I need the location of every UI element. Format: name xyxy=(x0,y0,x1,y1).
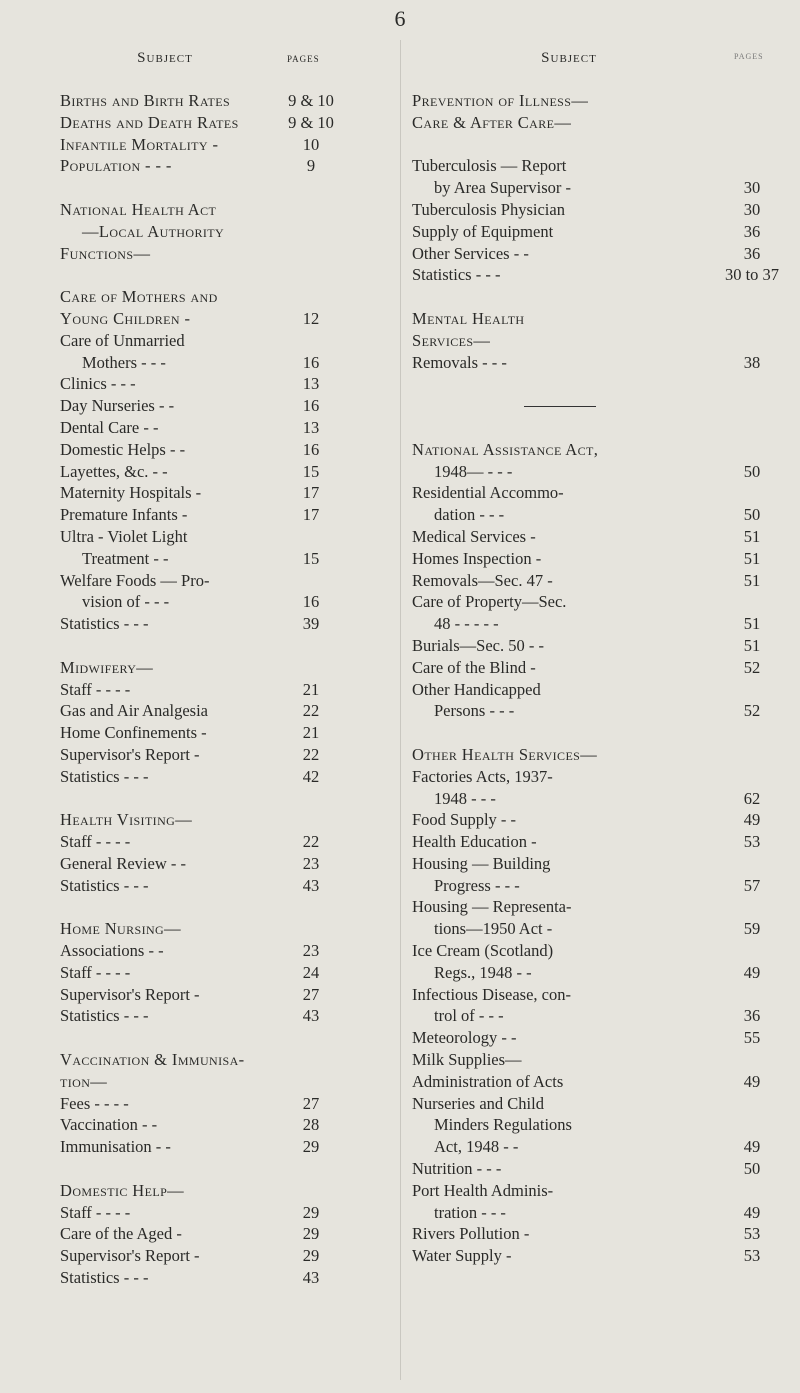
index-entry xyxy=(412,831,790,853)
entry-page: 62 xyxy=(743,788,761,808)
entry-subject: Homes Inspection - xyxy=(412,548,542,568)
index-entry xyxy=(412,286,790,308)
entry-page: 29 xyxy=(302,1202,320,1222)
entry-page: 9 & 10 xyxy=(288,112,334,132)
index-entry xyxy=(412,243,790,265)
index-entry xyxy=(60,264,390,286)
entry-page: 22 xyxy=(302,701,320,721)
pages-heading: pages xyxy=(287,50,320,65)
entry-page: 15 xyxy=(302,548,320,568)
index-entry xyxy=(60,700,390,722)
section-heading: Young Children - xyxy=(60,308,191,328)
index-entry xyxy=(412,722,790,744)
section-heading: National Health Act xyxy=(60,199,217,219)
index-entry xyxy=(412,548,790,570)
index-entry xyxy=(412,788,790,810)
index-entry xyxy=(412,112,790,134)
entry-page: 36 xyxy=(743,243,761,263)
entry-subject: Welfare Foods — Pro- xyxy=(60,570,210,590)
index-entry xyxy=(412,570,790,592)
entry-subject: Supervisor's Report - xyxy=(60,984,200,1004)
entry-page: 21 xyxy=(302,723,320,743)
section-heading: —Local Authority xyxy=(82,221,225,241)
index-entry xyxy=(412,940,790,962)
entry-subject: 1948 - - - xyxy=(434,788,496,808)
entry-page: 17 xyxy=(302,505,320,525)
entry-subject: Statistics - - - xyxy=(60,766,149,786)
index-entry xyxy=(60,1158,390,1180)
index-entry xyxy=(412,679,790,701)
index-entry xyxy=(412,1245,790,1267)
entry-page: 23 xyxy=(302,853,320,873)
entry-subject: Supply of Equipment xyxy=(412,221,554,241)
index-entry xyxy=(412,1158,790,1180)
entry-subject: Domestic Helps - - xyxy=(60,439,186,459)
entry-subject: Staff - - - - xyxy=(60,1202,131,1222)
entry-subject: Medical Services - xyxy=(412,526,536,546)
index-entry xyxy=(412,526,790,548)
entry-subject: Water Supply - xyxy=(412,1246,512,1266)
index-entry xyxy=(412,1223,790,1245)
entry-page: 30 to 37 xyxy=(724,265,780,285)
index-entry xyxy=(412,1114,790,1136)
entry-subject: Food Supply - - xyxy=(412,810,517,830)
entry-subject: Staff - - - - xyxy=(60,679,131,699)
section-heading: Care of Mothers and xyxy=(60,287,218,307)
index-entry xyxy=(412,984,790,1006)
index-entry xyxy=(60,439,390,461)
entry-page: 51 xyxy=(743,614,761,634)
index-entry xyxy=(412,1093,790,1115)
entry-page: 27 xyxy=(302,984,320,1004)
section-heading: Vaccination & Immunisa- xyxy=(60,1050,245,1070)
entry-subject: Removals—Sec. 47 - xyxy=(412,570,553,590)
index-entry xyxy=(60,962,390,984)
index-entry xyxy=(60,417,390,439)
entry-page: 49 xyxy=(743,1202,761,1222)
index-entry xyxy=(60,831,390,853)
entry-page: 13 xyxy=(302,417,320,437)
entry-page: 49 xyxy=(743,1071,761,1091)
entry-page: 38 xyxy=(743,352,761,372)
entry-page: 12 xyxy=(302,308,320,328)
entry-page: 51 xyxy=(743,570,761,590)
entry-page: 53 xyxy=(743,832,761,852)
index-entry xyxy=(60,809,390,831)
entry-subject: Care of the Aged - xyxy=(60,1224,182,1244)
entry-page: 59 xyxy=(743,919,761,939)
index-entry xyxy=(60,1202,390,1224)
entry-subject: Ultra - Violet Light xyxy=(60,526,188,546)
right-index-column xyxy=(412,50,790,1267)
entry-subject: Staff - - - - xyxy=(60,962,131,982)
entry-subject: Premature Infants - xyxy=(60,505,188,525)
subject-heading: Subject xyxy=(137,50,193,66)
index-entry xyxy=(60,308,390,330)
entry-page: 27 xyxy=(302,1093,320,1113)
index-entry xyxy=(60,504,390,526)
entry-page: 43 xyxy=(302,875,320,895)
index-entry xyxy=(60,330,390,352)
index-entry xyxy=(412,395,790,417)
entry-subject: Layettes, &c. - - xyxy=(60,461,168,481)
entry-page: 17 xyxy=(302,483,320,503)
section-heading: Other Health Services— xyxy=(412,744,598,764)
section-heading: Health Visiting— xyxy=(60,810,193,830)
index-entry xyxy=(60,482,390,504)
entry-subject: Progress - - - xyxy=(434,875,520,895)
entry-page: 24 xyxy=(302,962,320,982)
entry-page: 43 xyxy=(302,1268,320,1288)
entry-page: 29 xyxy=(302,1224,320,1244)
index-entry xyxy=(412,918,790,940)
section-heading: Infantile Mortality - xyxy=(60,134,219,154)
index-entry xyxy=(60,199,390,221)
index-entry xyxy=(60,1136,390,1158)
index-entry xyxy=(60,221,390,243)
index-entry xyxy=(60,1267,390,1289)
entry-page: 50 xyxy=(743,505,761,525)
entry-subject: tration - - - xyxy=(434,1202,506,1222)
entry-page: 51 xyxy=(743,526,761,546)
entry-subject: Fees - - - - xyxy=(60,1093,129,1113)
entry-subject: Rivers Pollution - xyxy=(412,1224,530,1244)
index-entry xyxy=(412,155,790,177)
index-entry xyxy=(412,700,790,722)
entry-subject: Statistics - - - xyxy=(60,1268,149,1288)
entry-subject: Immunisation - - xyxy=(60,1137,171,1157)
entry-subject: Port Health Adminis- xyxy=(412,1180,554,1200)
entry-page: 36 xyxy=(743,221,761,241)
section-heading: Midwifery— xyxy=(60,657,154,677)
subject-heading: Subject xyxy=(541,50,597,66)
index-entry xyxy=(412,264,790,286)
right-column-header xyxy=(412,50,790,90)
entry-subject: Tuberculosis — Report xyxy=(412,156,567,176)
entry-subject: Care of the Blind - xyxy=(412,657,536,677)
entry-page: 9 xyxy=(306,156,316,176)
entry-page: 39 xyxy=(302,614,320,634)
section-heading: Domestic Help— xyxy=(60,1180,185,1200)
entry-subject: dation - - - xyxy=(434,505,505,525)
index-entry xyxy=(60,155,390,177)
entry-page: 21 xyxy=(302,679,320,699)
entry-subject: Day Nurseries - - xyxy=(60,396,175,416)
index-entry xyxy=(412,1049,790,1071)
entry-page: 43 xyxy=(302,1006,320,1026)
index-entry xyxy=(60,112,390,134)
entry-subject: General Review - - xyxy=(60,853,186,873)
index-entry xyxy=(412,1005,790,1027)
index-entry xyxy=(412,809,790,831)
index-entry xyxy=(412,90,790,112)
index-entry xyxy=(412,177,790,199)
entry-subject: Removals - - - xyxy=(412,352,507,372)
page-number: 6 xyxy=(394,6,406,31)
entry-subject: Other Services - - xyxy=(412,243,529,263)
entry-page: 13 xyxy=(302,374,320,394)
entry-page: 50 xyxy=(743,461,761,481)
index-entry xyxy=(412,635,790,657)
index-entry xyxy=(412,766,790,788)
index-entry xyxy=(60,1245,390,1267)
left-column-header xyxy=(60,50,390,90)
entry-subject: Meteorology - - xyxy=(412,1028,517,1048)
entry-subject: Statistics - - - xyxy=(60,614,149,634)
index-entry xyxy=(412,461,790,483)
entry-subject: 48 - - - - - xyxy=(434,614,499,634)
index-entry xyxy=(60,896,390,918)
left-index-column xyxy=(60,50,390,1289)
entry-page: 23 xyxy=(302,941,320,961)
index-entry xyxy=(60,940,390,962)
index-entry xyxy=(412,439,790,461)
entry-page: 16 xyxy=(302,439,320,459)
section-heading: Population - - - xyxy=(60,156,172,176)
section-heading: Functions— xyxy=(60,243,151,263)
index-entry xyxy=(412,417,790,439)
index-entry xyxy=(60,788,390,810)
entry-subject: Home Confinements - xyxy=(60,723,207,743)
section-heading: Care & After Care— xyxy=(412,112,572,132)
index-entry xyxy=(60,1005,390,1027)
entry-subject: Care of Unmarried xyxy=(60,330,185,350)
index-entry xyxy=(60,286,390,308)
entry-page: 49 xyxy=(743,810,761,830)
entry-page: 51 xyxy=(743,548,761,568)
entry-subject: Supervisor's Report - xyxy=(60,744,200,764)
entry-page: 9 & 10 xyxy=(288,91,334,110)
right-entries xyxy=(412,90,790,1267)
entry-page: 22 xyxy=(302,744,320,764)
index-entry xyxy=(60,548,390,570)
entry-page: 30 xyxy=(743,178,761,198)
section-rule xyxy=(524,406,596,407)
entry-subject: Health Education - xyxy=(412,832,537,852)
index-entry xyxy=(60,1093,390,1115)
entry-subject: Ice Cream (Scotland) xyxy=(412,941,554,961)
index-entry xyxy=(412,373,790,395)
section-heading: National Assistance Act, xyxy=(412,439,599,459)
index-entry xyxy=(412,962,790,984)
entry-page: 49 xyxy=(743,1137,761,1157)
index-entry xyxy=(412,896,790,918)
entry-subject: Factories Acts, 1937- xyxy=(412,766,553,786)
entry-subject: Residential Accommo- xyxy=(412,483,564,503)
entry-page: 42 xyxy=(302,766,320,786)
index-entry xyxy=(60,526,390,548)
index-entry xyxy=(60,591,390,613)
entry-page: 36 xyxy=(743,1006,761,1026)
section-heading: Prevention of Illness— xyxy=(412,91,589,110)
index-entry xyxy=(412,352,790,374)
index-entry xyxy=(412,221,790,243)
index-entry xyxy=(60,1049,390,1071)
index-entry xyxy=(60,1114,390,1136)
entry-subject: Mothers - - - xyxy=(82,352,166,372)
entry-subject: Burials—Sec. 50 - - xyxy=(412,635,544,655)
index-entry xyxy=(412,744,790,766)
entry-page: 57 xyxy=(743,875,761,895)
entry-page: 10 xyxy=(302,134,320,154)
entry-subject: Dental Care - - xyxy=(60,417,159,437)
index-entry xyxy=(60,875,390,897)
index-entry xyxy=(60,1223,390,1245)
index-entry xyxy=(60,1071,390,1093)
section-heading: Mental Health xyxy=(412,308,525,328)
entry-subject: tions—1950 Act - xyxy=(434,919,553,939)
entry-page: 22 xyxy=(302,832,320,852)
entry-subject: Tuberculosis Physician xyxy=(412,199,565,219)
index-entry xyxy=(60,722,390,744)
index-entry xyxy=(412,308,790,330)
entry-page: 55 xyxy=(743,1028,761,1048)
index-entry xyxy=(60,570,390,592)
index-entry xyxy=(412,1202,790,1224)
entry-subject: Regs., 1948 - - xyxy=(434,962,532,982)
index-entry xyxy=(412,1071,790,1093)
index-entry xyxy=(412,330,790,352)
entry-subject: Nurseries and Child xyxy=(412,1093,544,1113)
index-entry xyxy=(412,1027,790,1049)
entry-subject: Treatment - - xyxy=(82,548,169,568)
index-entry xyxy=(412,657,790,679)
pages-heading: pages xyxy=(734,50,764,62)
index-entry xyxy=(60,984,390,1006)
index-entry xyxy=(412,591,790,613)
entry-subject: Care of Property—Sec. xyxy=(412,592,567,612)
index-entry xyxy=(412,875,790,897)
index-entry xyxy=(60,1180,390,1202)
entry-subject: by Area Supervisor - xyxy=(434,178,572,198)
entry-page: 29 xyxy=(302,1137,320,1157)
entry-page: 49 xyxy=(743,962,761,982)
entry-subject: Statistics - - - xyxy=(60,1006,149,1026)
entry-subject: Milk Supplies— xyxy=(412,1050,522,1070)
entry-page: 50 xyxy=(743,1159,761,1179)
section-heading: Services— xyxy=(412,330,491,350)
entry-subject: Staff - - - - xyxy=(60,832,131,852)
index-entry xyxy=(60,657,390,679)
index-entry xyxy=(412,853,790,875)
section-heading: tion— xyxy=(60,1071,108,1091)
entry-subject: Administration of Acts xyxy=(412,1071,564,1091)
entry-page: 52 xyxy=(743,701,761,721)
entry-page: 53 xyxy=(743,1246,761,1266)
index-entry xyxy=(412,199,790,221)
column-divider xyxy=(400,40,401,1380)
entry-page: 16 xyxy=(302,592,320,612)
index-entry xyxy=(412,134,790,156)
index-entry xyxy=(60,1027,390,1049)
entry-page: 28 xyxy=(302,1115,320,1135)
index-entry xyxy=(60,134,390,156)
entry-subject: Supervisor's Report - xyxy=(60,1246,200,1266)
entry-subject: Act, 1948 - - xyxy=(434,1137,519,1157)
index-entry xyxy=(60,243,390,265)
index-entry xyxy=(60,744,390,766)
index-entry xyxy=(412,1180,790,1202)
entry-subject: Statistics - - - xyxy=(60,875,149,895)
entry-subject: Other Handicapped xyxy=(412,679,541,699)
entry-page: 53 xyxy=(743,1224,761,1244)
index-entry xyxy=(60,679,390,701)
entry-page: 30 xyxy=(743,199,761,219)
entry-subject: Housing — Representa- xyxy=(412,897,572,917)
index-entry xyxy=(60,853,390,875)
index-entry xyxy=(60,461,390,483)
index-entry xyxy=(412,504,790,526)
index-entry xyxy=(60,90,390,112)
left-entries xyxy=(60,90,390,1289)
entry-page: 16 xyxy=(302,396,320,416)
index-entry xyxy=(60,613,390,635)
entry-subject: 1948— - - - xyxy=(434,461,513,481)
entry-subject: Maternity Hospitals - xyxy=(60,483,202,503)
entry-subject: Persons - - - xyxy=(434,701,515,721)
entry-subject: Statistics - - - xyxy=(412,265,501,285)
entry-subject: Gas and Air Analgesia xyxy=(60,701,209,721)
entry-subject: Infectious Disease, con- xyxy=(412,984,571,1004)
entry-subject: Housing — Building xyxy=(412,853,551,873)
index-entry xyxy=(60,918,390,940)
index-entry xyxy=(60,352,390,374)
index-entry xyxy=(412,613,790,635)
index-entry xyxy=(60,635,390,657)
index-entry xyxy=(60,766,390,788)
entry-page: 15 xyxy=(302,461,320,481)
entry-page: 52 xyxy=(743,657,761,677)
section-heading: Home Nursing— xyxy=(60,919,181,939)
index-entry xyxy=(60,373,390,395)
entry-subject: Vaccination - - xyxy=(60,1115,158,1135)
index-entry xyxy=(60,177,390,199)
entry-page: 51 xyxy=(743,635,761,655)
entry-page: 29 xyxy=(302,1246,320,1266)
entry-subject: Clinics - - - xyxy=(60,374,136,394)
index-entry xyxy=(60,395,390,417)
entry-subject: vision of - - - xyxy=(82,592,170,612)
entry-page: 16 xyxy=(302,352,320,372)
section-heading: Deaths and Death Rates xyxy=(60,112,239,132)
entry-subject: Minders Regulations xyxy=(434,1115,572,1135)
index-entry xyxy=(412,482,790,504)
index-entry xyxy=(412,1136,790,1158)
section-heading: Births and Birth Rates xyxy=(60,91,231,110)
entry-subject: trol of - - - xyxy=(434,1006,504,1026)
entry-subject: Associations - - xyxy=(60,941,164,961)
entry-subject: Nutrition - - - xyxy=(412,1159,502,1179)
